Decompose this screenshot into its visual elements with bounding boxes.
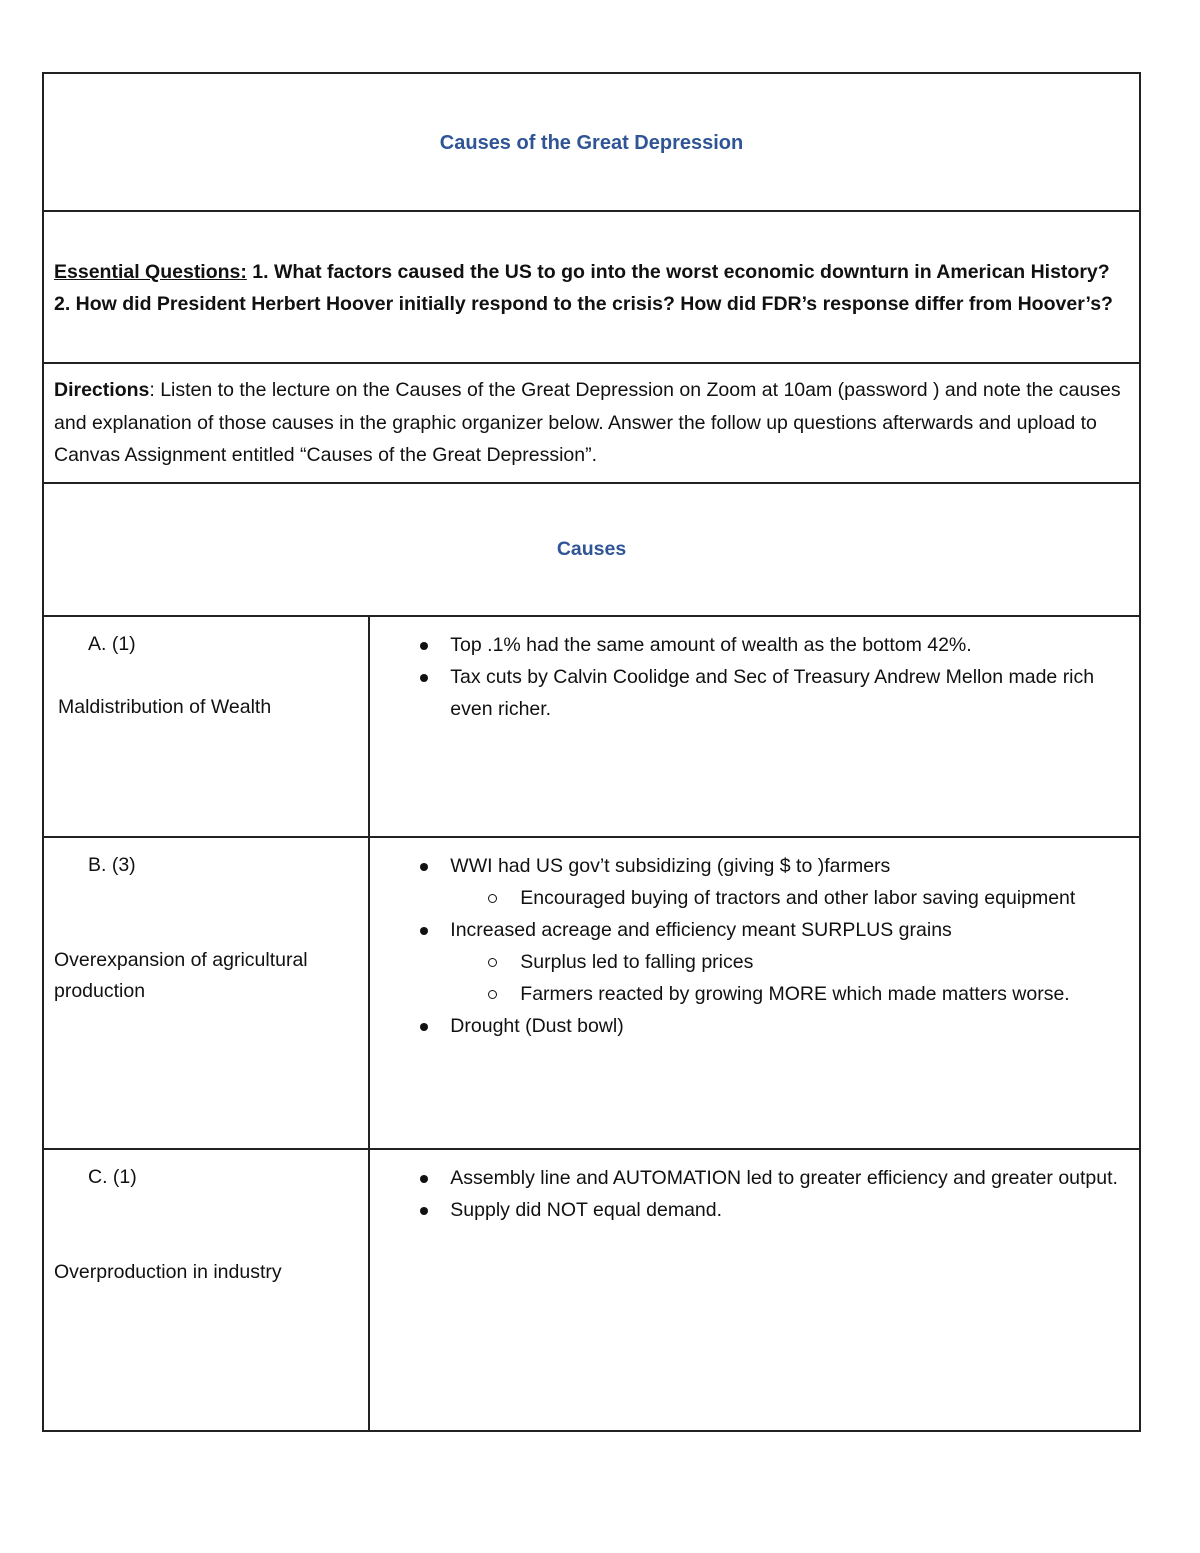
bullet-ring-icon <box>488 990 497 999</box>
essential-questions-text: 1. What factors caused the US to go into the worst economic downturn in American History? 2. How did President Herbert Hoover initially respond to the crisis? How did FDR’s response differ from Hoover’s? <box>54 261 1113 315</box>
title-row <box>43 73 1140 211</box>
list-item <box>414 661 1125 725</box>
essential-questions <box>44 212 1139 320</box>
cause-letter: C. (1) <box>88 1166 137 1188</box>
cause-explanation-cell <box>369 1149 1140 1431</box>
directions-cell <box>43 363 1140 483</box>
list-item <box>414 1010 1125 1042</box>
bullet-text: Supply did NOT equal demand. <box>450 1199 723 1221</box>
list-item <box>414 882 1125 914</box>
cause-explanation-cell <box>369 837 1140 1149</box>
cause-explanation-cell <box>369 616 1140 837</box>
cause-label-cell <box>43 1149 369 1431</box>
list-item <box>414 946 1125 978</box>
cause-bullet-list <box>370 838 1139 1042</box>
bullet-text: Drought (Dust bowl) <box>450 1015 624 1037</box>
list-item <box>414 850 1125 882</box>
list-item <box>414 978 1125 1010</box>
bullet-text: Farmers reacted by growing MORE which made matters worse. <box>520 983 1070 1005</box>
cause-letter: A. (1) <box>88 633 136 655</box>
bullet-text: Surplus led to falling prices <box>520 951 754 973</box>
bullet-ring-icon <box>488 894 497 903</box>
bullet-dot-icon <box>420 642 428 650</box>
cause-name: Maldistribution of Wealth <box>58 696 272 718</box>
document-title: Causes of the Great Depression <box>439 131 744 154</box>
causes-heading-cell <box>43 483 1140 616</box>
bullet-dot-icon <box>420 674 428 682</box>
cause-name: Overexpansion of agricultural production <box>54 949 308 1002</box>
bullet-ring-icon <box>488 958 497 967</box>
causes-heading: Causes <box>556 538 627 560</box>
cause-name: Overproduction in industry <box>54 1261 282 1283</box>
list-item <box>414 1194 1125 1226</box>
directions-row <box>43 363 1140 483</box>
bullet-text: Encouraged buying of tractors and other labor saving equipment <box>520 887 1076 909</box>
cause-bullet-list <box>370 617 1139 725</box>
cause-letter: B. (3) <box>88 854 136 876</box>
bullet-text: Top .1% had the same amount of wealth as the bottom 42%. <box>450 634 972 656</box>
bullet-dot-icon <box>420 1207 428 1215</box>
essential-questions-label: Essential Questions: <box>54 261 247 283</box>
bullet-dot-icon <box>420 863 428 871</box>
essential-questions-cell <box>43 211 1140 363</box>
cause-bullet-list <box>370 1150 1139 1226</box>
list-item <box>414 914 1125 946</box>
essential-questions-row <box>43 211 1140 363</box>
cause-label-cell <box>43 837 369 1149</box>
cause-label-cell <box>43 616 369 837</box>
cause-row-a <box>43 616 1140 837</box>
bullet-dot-icon <box>420 1175 428 1183</box>
bullet-text: Increased acreage and efficiency meant SURPLUS grains <box>450 919 952 941</box>
directions-label: Directions <box>54 379 150 401</box>
bullet-text: Tax cuts by Calvin Coolidge and Sec of Treasury Andrew Mellon made rich even richer. <box>450 666 1095 720</box>
cause-row-c <box>43 1149 1140 1431</box>
causes-heading-row <box>43 483 1140 616</box>
bullet-text: WWI had US gov’t subsidizing (giving $ to )farmers <box>450 855 891 877</box>
directions-text: : Listen to the lecture on the Causes of the Great Depression on Zoom at 10am (password ) and note the causes and explanation of those causes in the graphic organizer below. Answer the follow up questions afterwards and upload to Canvas Assignment entitled “Causes of the Great Depression”. <box>54 379 1121 466</box>
graphic-organizer-table <box>42 72 1141 1432</box>
bullet-text: Assembly line and AUTOMATION led to greater efficiency and greater output. <box>450 1167 1118 1189</box>
list-item <box>414 629 1125 661</box>
bullet-dot-icon <box>420 1023 428 1031</box>
list-item <box>414 1162 1125 1194</box>
title-cell <box>43 73 1140 211</box>
directions <box>44 364 1139 472</box>
cause-row-b <box>43 837 1140 1149</box>
bullet-dot-icon <box>420 927 428 935</box>
